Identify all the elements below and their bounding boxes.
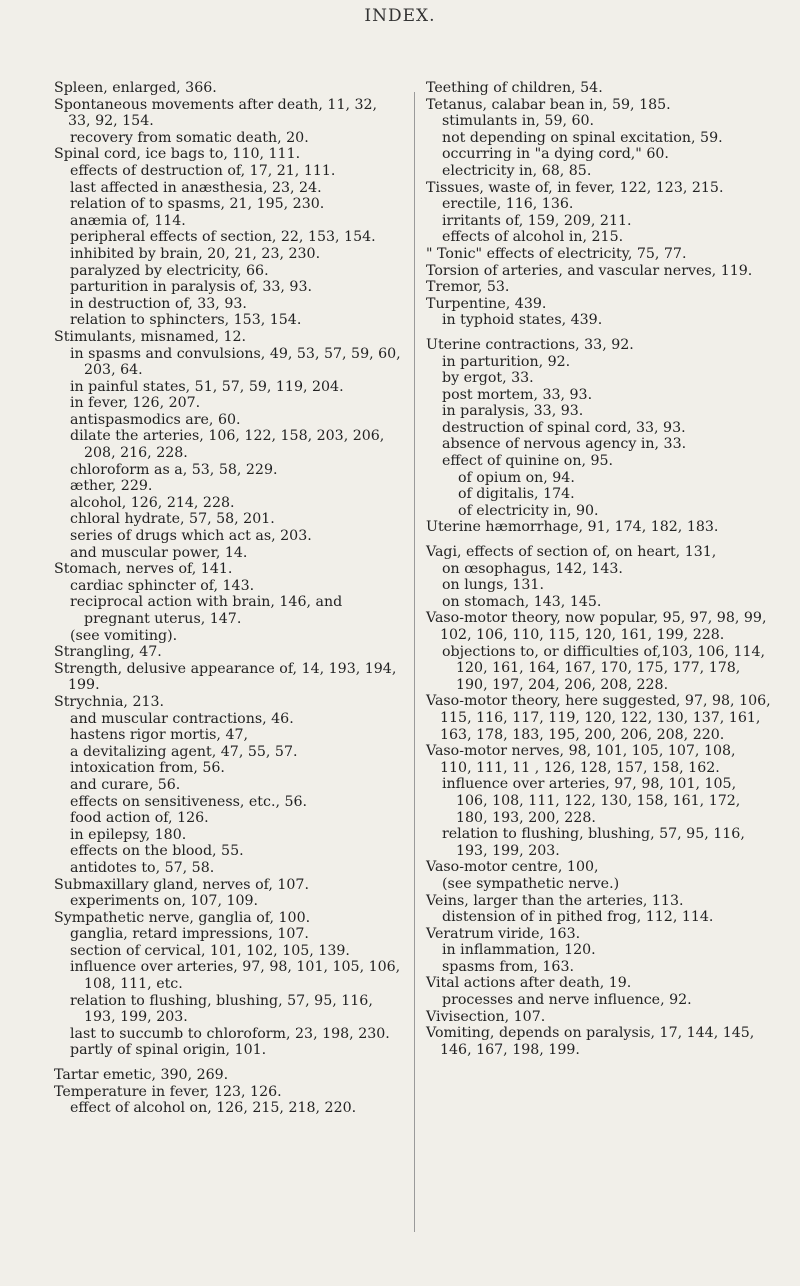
index-subentry: intoxication from, 56. — [70, 760, 225, 777]
index-subentry: in fever, 126, 207. — [70, 395, 201, 412]
index-subentry: in inflammation, 120. — [442, 942, 596, 959]
index-subentry: effect of alcohol on, 126, 215, 218, 220. — [70, 1100, 357, 1117]
index-subentry: in paralysis, 33, 93. — [442, 403, 584, 420]
index-entry: Vital actions after death, 19. — [426, 975, 632, 992]
index-entry: Uterine hæmorrhage, 91, 174, 182, 183. — [426, 519, 719, 536]
index-subentry: on stomach, 143, 145. — [442, 593, 602, 610]
index-entry: Stomach, nerves of, 141. — [54, 561, 233, 578]
index-subentry: processes and nerve influence, 92. — [442, 992, 692, 1009]
index-subentry: a devitalizing agent, 47, 55, 57. — [70, 743, 298, 760]
index-subentry: effect of quinine on, 95. — [442, 453, 614, 470]
index-entry: Vaso-motor centre, 100, — [426, 859, 599, 876]
index-subentry: relation to flushing, blushing, 57, 95, 116, 193, 199, 203. — [70, 992, 373, 1026]
index-subentry: antispasmodics are, 60. — [70, 411, 241, 428]
index-subentry: and muscular contractions, 46. — [70, 710, 294, 727]
index-entry: Torsion of arteries, and vascular nerves, 119. — [426, 262, 753, 279]
index-subentry: irritants of, 159, 209, 211. — [442, 212, 632, 229]
index-entry: Spleen, enlarged, 366. — [54, 80, 217, 96]
index-subentry: objections to, or difficulties of,103, 106, 114, 120, 161, 164, 167, 170, 175, 177, 178, 190, 197, 204, 206, 208, 228. — [442, 643, 766, 693]
page-header: INDEX. — [364, 6, 436, 26]
index-entry: Strychnia, 213. — [54, 693, 165, 710]
index-subentry: last affected in anæsthesia, 23, 24. — [70, 179, 322, 196]
index-subentry: absence of nervous agency in, 33. — [442, 436, 687, 453]
index-subentry: stimulants in, 59, 60. — [442, 113, 595, 130]
index-subentry: relation of to spasms, 21, 195, 230. — [70, 196, 325, 213]
index-entry: Vaso-motor nerves, 98, 101, 105, 107, 108, 110, 111, 11 , 126, 128, 157, 158, 162. — [426, 743, 736, 776]
index-entry: Turpentine, 439. — [426, 295, 547, 312]
index-subentry: paralyzed by electricity, 66. — [70, 262, 269, 279]
index-entry: Vagi, effects of section of, on heart, 131, — [426, 544, 717, 561]
index-subentry: in destruction of, 33, 93. — [70, 295, 247, 312]
index-subentry: series of drugs which act as, 203. — [70, 528, 312, 545]
index-subentry: partly of spinal origin, 101. — [70, 1042, 267, 1059]
index-subentry: on œsophagus, 142, 143. — [442, 560, 623, 577]
index-subentry: in parturition, 92. — [442, 353, 571, 370]
index-subentry: effects on sensitiveness, etc., 56. — [70, 793, 308, 810]
index-entry: Tissues, waste of, in fever, 122, 123, 215. — [426, 179, 724, 196]
index-subentry: cardiac sphincter of, 143. — [70, 577, 255, 594]
index-subentry: relation to flushing, blushing, 57, 95, 116, 193, 199, 203. — [442, 826, 745, 859]
index-subentry: post mortem, 33, 93. — [442, 386, 593, 403]
index-subentry: of digitalis, 174. — [458, 486, 575, 503]
index-subentry: electricity in, 68, 85. — [442, 162, 592, 179]
index-entry: Veratrum viride, 163. — [426, 925, 581, 942]
index-subentry: æther, 229. — [70, 478, 153, 495]
index-column-right — [426, 80, 771, 1058]
index-subentry: erectile, 116, 136. — [442, 196, 574, 213]
index-subentry: experiments on, 107, 109. — [70, 893, 259, 910]
index-subentry: destruction of spinal cord, 33, 93. — [442, 419, 686, 436]
index-subentry: in spasms and convulsions, 49, 53, 57, 59, 60, 203, 64. — [70, 345, 401, 379]
index-entry: Submaxillary gland, nerves of, 107. — [54, 876, 309, 893]
index-subentry: and curare, 56. — [70, 776, 181, 793]
index-subentry: reciprocal action with brain, 146, and pregnant uterus, 147. — [70, 594, 343, 627]
index-entry: Vaso-motor theory, here suggested, 97, 98, 106, 115, 116, 117, 119, 120, 122, 130, 137, 161, 163, 178, 183, 195, 200, 206, 208, 220. — [426, 693, 771, 743]
index-subentry: food action of, 126. — [70, 810, 209, 827]
index-subentry: effects of alcohol in, 215. — [442, 229, 624, 246]
index-subentry: chloroform as a, 53, 58, 229. — [70, 461, 278, 478]
index-subentry: parturition in paralysis of, 33, 93. — [70, 279, 312, 296]
index-entry: Spontaneous movements after death, 11, 32, 33, 92, 154. — [54, 96, 378, 130]
index-subentry: spasms from, 163. — [442, 958, 574, 975]
index-subentry: dilate the arteries, 106, 122, 158, 203, 206, 208, 216, 228. — [70, 428, 385, 462]
index-subentry: relation to sphincters, 153, 154. — [70, 312, 302, 329]
index-entry: Temperature in fever, 123, 126. — [54, 1083, 282, 1100]
index-column-left — [54, 80, 404, 1117]
index-entry: Vomiting, depends on paralysis, 17, 144, 145, 146, 167, 198, 199. — [426, 1025, 755, 1058]
index-subentry: peripheral effects of section, 22, 153, 154. — [70, 229, 376, 246]
index-subentry: of opium on, 94. — [458, 469, 575, 486]
index-entry: Spinal cord, ice bags to, 110, 111. — [54, 146, 301, 163]
index-entry: Stimulants, misnamed, 12. — [54, 328, 247, 345]
index-subentry: in typhoid states, 439. — [442, 312, 603, 329]
index-subentry: occurring in "a dying cord," 60. — [442, 146, 669, 163]
index-subentry: in painful states, 51, 57, 59, 119, 204. — [70, 378, 344, 395]
index-entry: Uterine contractions, 33, 92. — [426, 336, 634, 353]
index-entry: Sympathetic nerve, ganglia of, 100. — [54, 909, 311, 926]
index-subentry: anæmia of, 114. — [70, 212, 186, 229]
index-entry: Strength, delusive appearance of, 14, 193, 194, 199. — [54, 660, 397, 694]
index-subentry: influence over arteries, 97, 98, 101, 105, 106, 108, 111, etc. — [70, 959, 401, 993]
index-entry: Tremor, 53. — [426, 279, 510, 296]
index-entry: Tartar emetic, 390, 269. — [54, 1067, 229, 1084]
index-subentry: in epilepsy, 180. — [70, 826, 187, 843]
index-subentry: alcohol, 126, 214, 228. — [70, 494, 235, 511]
index-subentry: by ergot, 33. — [442, 370, 534, 387]
index-subentry: antidotes to, 57, 58. — [70, 859, 215, 876]
index-subentry: ganglia, retard impressions, 107. — [70, 926, 309, 943]
index-entry: Strangling, 47. — [54, 644, 162, 661]
index-entry: " Tonic" effects of electricity, 75, 77. — [426, 245, 687, 262]
index-subentry: inhibited by brain, 20, 21, 23, 230. — [70, 245, 321, 262]
index-subentry: (see sympathetic nerve.) — [442, 875, 620, 892]
index-subentry: recovery from somatic death, 20. — [70, 129, 309, 146]
index-entry: Veins, larger than the arteries, 113. — [426, 892, 684, 909]
index-subentry: hastens rigor mortis, 47, — [70, 727, 249, 744]
index-subentry: last to succumb to chloroform, 23, 198, 230. — [70, 1025, 390, 1042]
index-entry: Tetanus, calabar bean in, 59, 185. — [426, 96, 671, 113]
index-subentry: distension of in pithed frog, 112, 114. — [442, 909, 714, 926]
index-subentry: (see vomiting). — [70, 627, 178, 644]
index-subentry: chloral hydrate, 57, 58, 201. — [70, 511, 275, 528]
index-entry: Vivisection, 107. — [426, 1008, 546, 1025]
index-subentry: on lungs, 131. — [442, 577, 544, 594]
index-subentry: effects of destruction of, 17, 21, 111. — [70, 162, 336, 179]
index-subentry: not depending on spinal excitation, 59. — [442, 129, 723, 146]
index-entry: Vaso-motor theory, now popular, 95, 97, 98, 99, 102, 106, 110, 115, 120, 161, 199, 228. — [426, 610, 767, 643]
index-subentry: influence over arteries, 97, 98, 101, 105, 106, 108, 111, 122, 130, 158, 161, 172, 180, 193, 200, 228. — [442, 776, 741, 826]
index-subentry: section of cervical, 101, 102, 105, 139. — [70, 942, 350, 959]
index-subentry: of electricity in, 90. — [458, 502, 599, 519]
index-entry: Teething of children, 54. — [426, 80, 603, 96]
index-subentry: effects on the blood, 55. — [70, 843, 244, 860]
index-subentry: and muscular power, 14. — [70, 544, 248, 561]
column-divider — [414, 92, 415, 1232]
